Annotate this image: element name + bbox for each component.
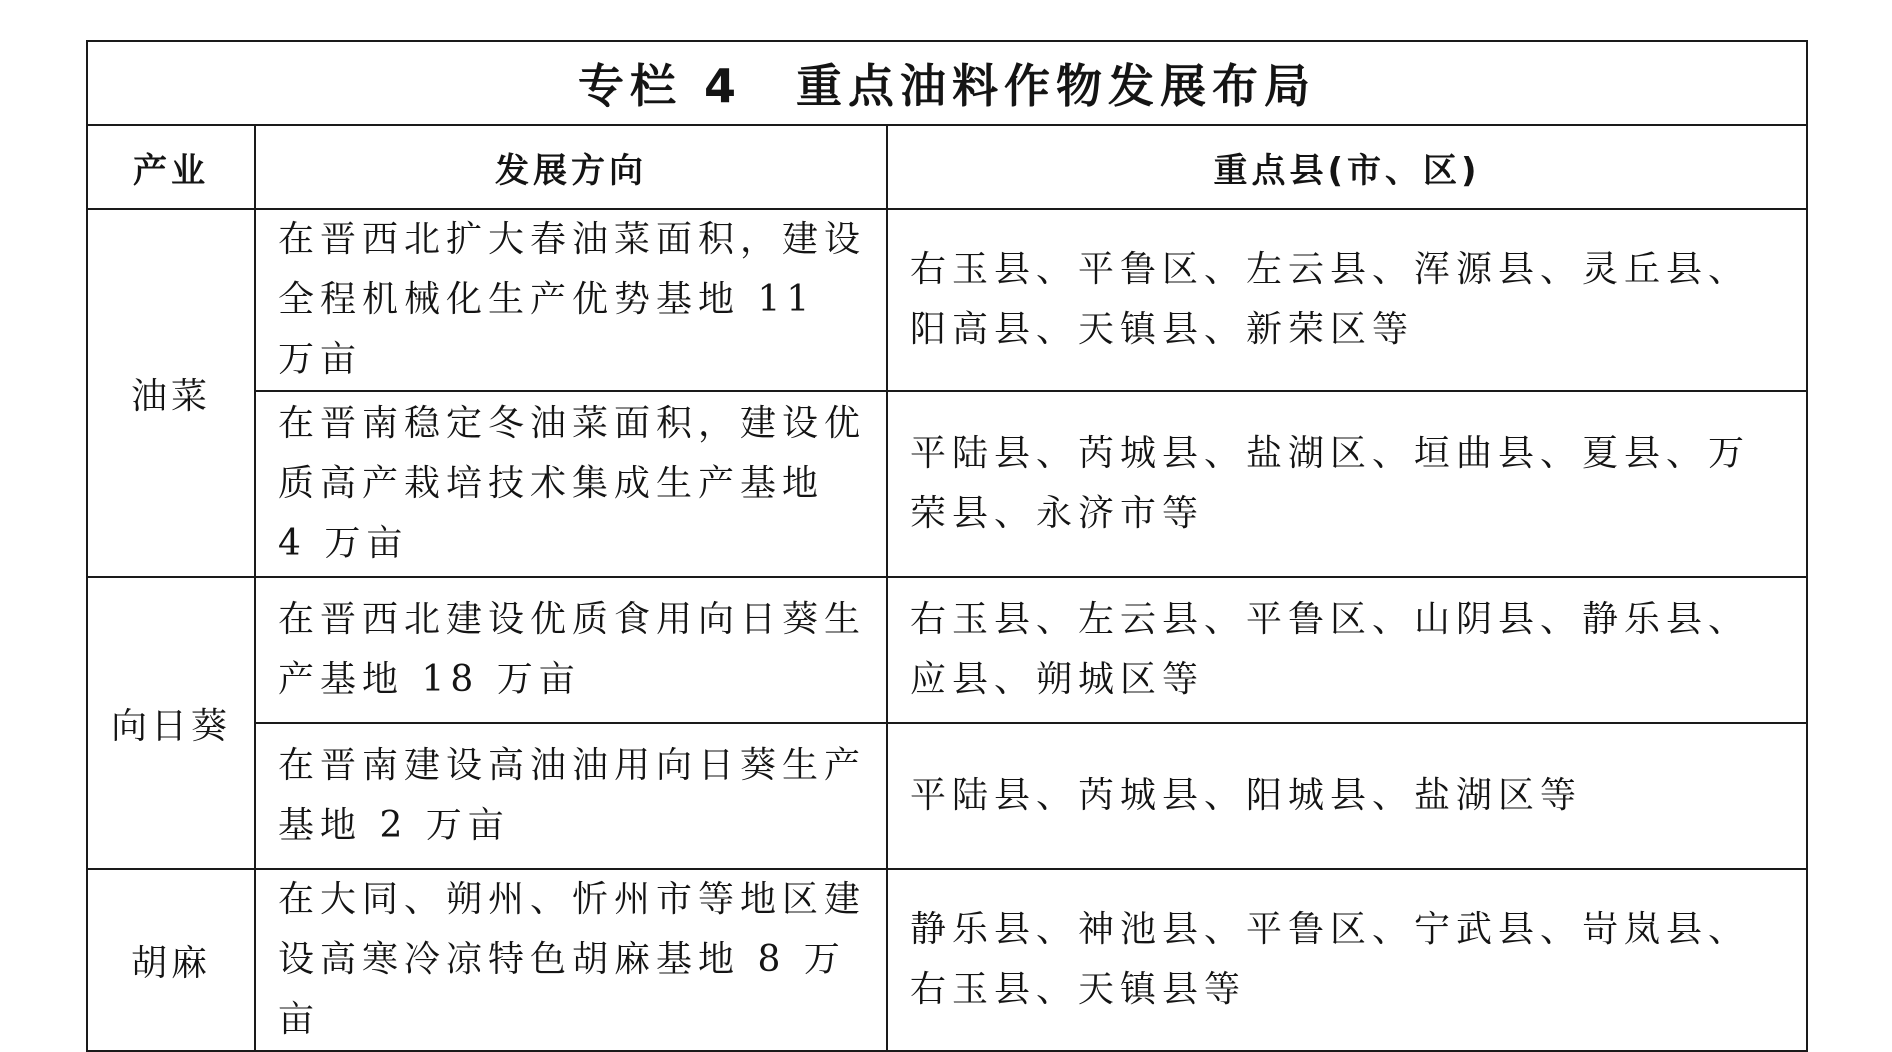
table-row (87, 869, 1807, 1051)
table-row (87, 577, 1807, 723)
header-row (87, 125, 1807, 209)
industry-flax: 胡麻 (87, 869, 255, 1051)
industry-sunflower: 向日葵 (87, 577, 255, 869)
counties-cell: 静乐县、神池县、平鲁区、宁武县、岢岚县、右玉县、天镇县等 (887, 869, 1807, 1051)
table-row (87, 209, 1807, 391)
table-row (87, 391, 1807, 577)
industry-rapeseed: 油菜 (87, 209, 255, 577)
counties-cell: 平陆县、芮城县、阳城县、盐湖区等 (887, 723, 1807, 869)
title-text: 重点油料作物发展布局 (796, 59, 1317, 113)
oilseed-layout-table (86, 40, 1808, 1052)
table-row (87, 723, 1807, 869)
direction-cell: 在晋西北建设优质食用向日葵生产基地 18 万亩 (255, 577, 887, 723)
direction-cell: 在晋南建设高油油用向日葵生产基地 2 万亩 (255, 723, 887, 869)
header-counties: 重点县(市、区) (887, 125, 1807, 209)
counties-cell: 右玉县、左云县、平鲁区、山阴县、静乐县、应县、朔城区等 (887, 577, 1807, 723)
direction-cell: 在晋南稳定冬油菜面积，建设优质高产栽培技术集成生产基地 4 万亩 (255, 391, 887, 577)
header-direction: 发展方向 (255, 125, 887, 209)
counties-cell: 右玉县、平鲁区、左云县、浑源县、灵丘县、阳高县、天镇县、新荣区等 (887, 209, 1807, 391)
counties-cell: 平陆县、芮城县、盐湖区、垣曲县、夏县、万荣县、永济市等 (887, 391, 1807, 577)
header-industry: 产业 (87, 125, 255, 209)
column-label: 专栏 4 (577, 59, 743, 113)
direction-cell: 在晋西北扩大春油菜面积，建设全程机械化生产优势基地 11 万亩 (255, 209, 887, 391)
table-title (87, 41, 1807, 125)
layout-table-container (86, 40, 1806, 1052)
direction-cell: 在大同、朔州、忻州市等地区建设高寒冷凉特色胡麻基地 8 万亩 (255, 869, 887, 1051)
title-row (87, 41, 1807, 125)
